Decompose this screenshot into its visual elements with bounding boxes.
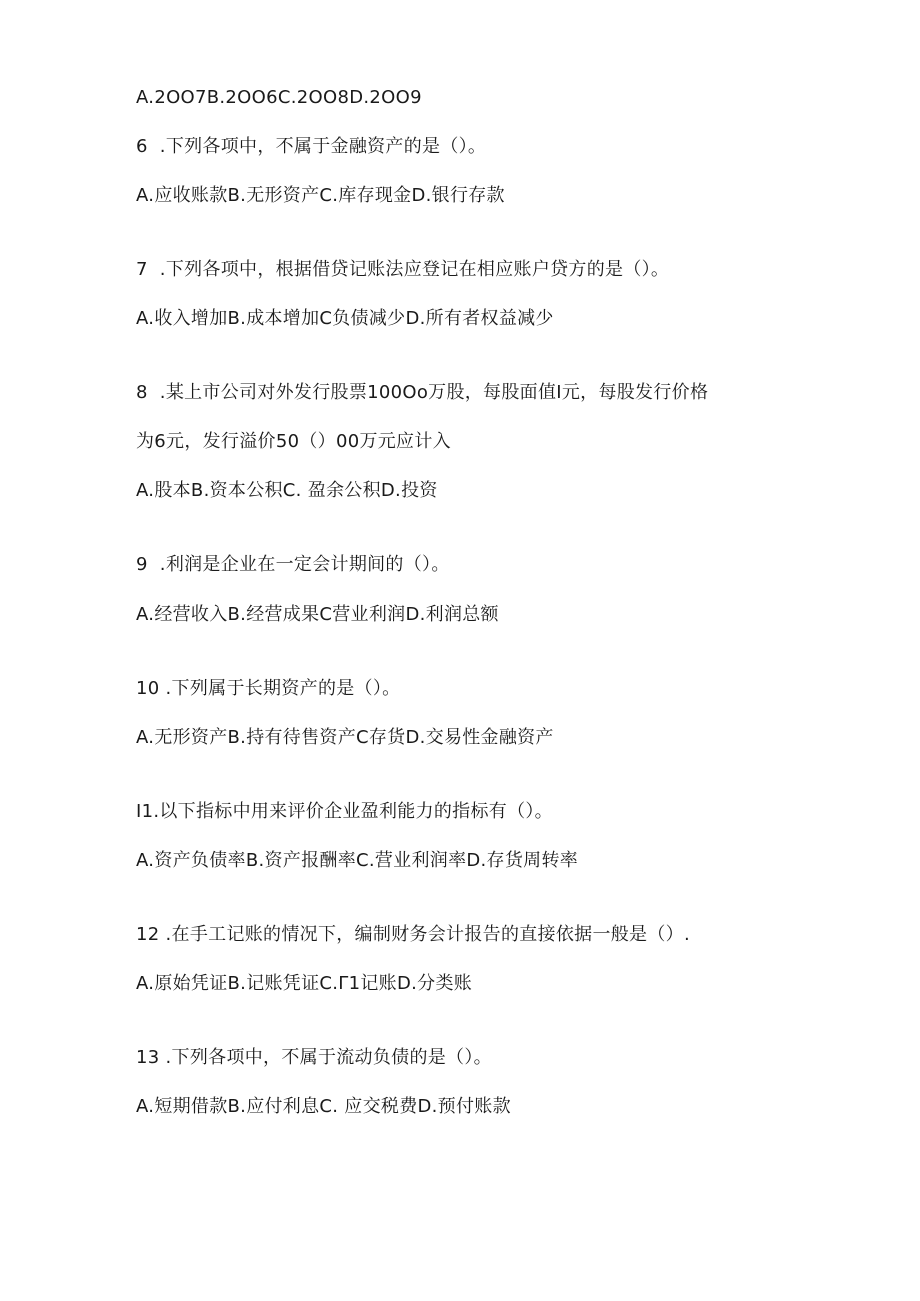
- answer-options-q9: A.经营收入B.经营成果C营业利润D.利润总额: [136, 604, 499, 625]
- answer-options-q8: A.股本B.资本公积C. 盈余公积D.投资: [136, 480, 438, 501]
- answer-options-q6: A.应收账款B.无形资产C.库存现金D.银行存款: [136, 185, 505, 206]
- answer-options-q10: A.无形资产B.持有待售资产C存货D.交易性金融资产: [136, 727, 554, 748]
- question-8-line-2: 为6元，发行溢价50（）00万元应计入: [136, 431, 451, 452]
- answer-options-q11: A.资产负债率B.资产报酬率C.营业利润率D.存货周转率: [136, 850, 579, 871]
- question-11: I1.以下指标中用来评价企业盈利能力的指标有（）。: [136, 801, 553, 822]
- question-12: 12 .在手工记账的情况下，编制财务会计报告的直接依据一般是（）.: [136, 924, 690, 945]
- question-10: 10 .下列属于长期资产的是（）。: [136, 678, 401, 699]
- question-7: 7 .下列各项中，根据借贷记账法应登记在相应账户贷方的是（）。: [136, 259, 670, 280]
- question-13: 13 .下列各项中，不属于流动负债的是（）。: [136, 1047, 492, 1068]
- answer-options-q7: A.收入增加B.成本增加C负债减少D.所有者权益减少: [136, 308, 554, 329]
- question-6: 6 .下列各项中，不属于金融资产的是（）。: [136, 136, 487, 157]
- answer-options-q13: A.短期借款B.应付利息C. 应交税费D.预付账款: [136, 1096, 511, 1117]
- question-9: 9 .利润是企业在一定会计期间的（）。: [136, 554, 450, 575]
- question-8-line-1: 8 .某上市公司对外发行股票100Oo万股，每股面值I元，每股发行价格: [136, 382, 709, 403]
- answer-options-q5: A.2OO7B.2OO6C.2OO8D.2OO9: [136, 87, 422, 108]
- answer-options-q12: A.原始凭证B.记账凭证C.Γ1记账D.分类账: [136, 973, 473, 994]
